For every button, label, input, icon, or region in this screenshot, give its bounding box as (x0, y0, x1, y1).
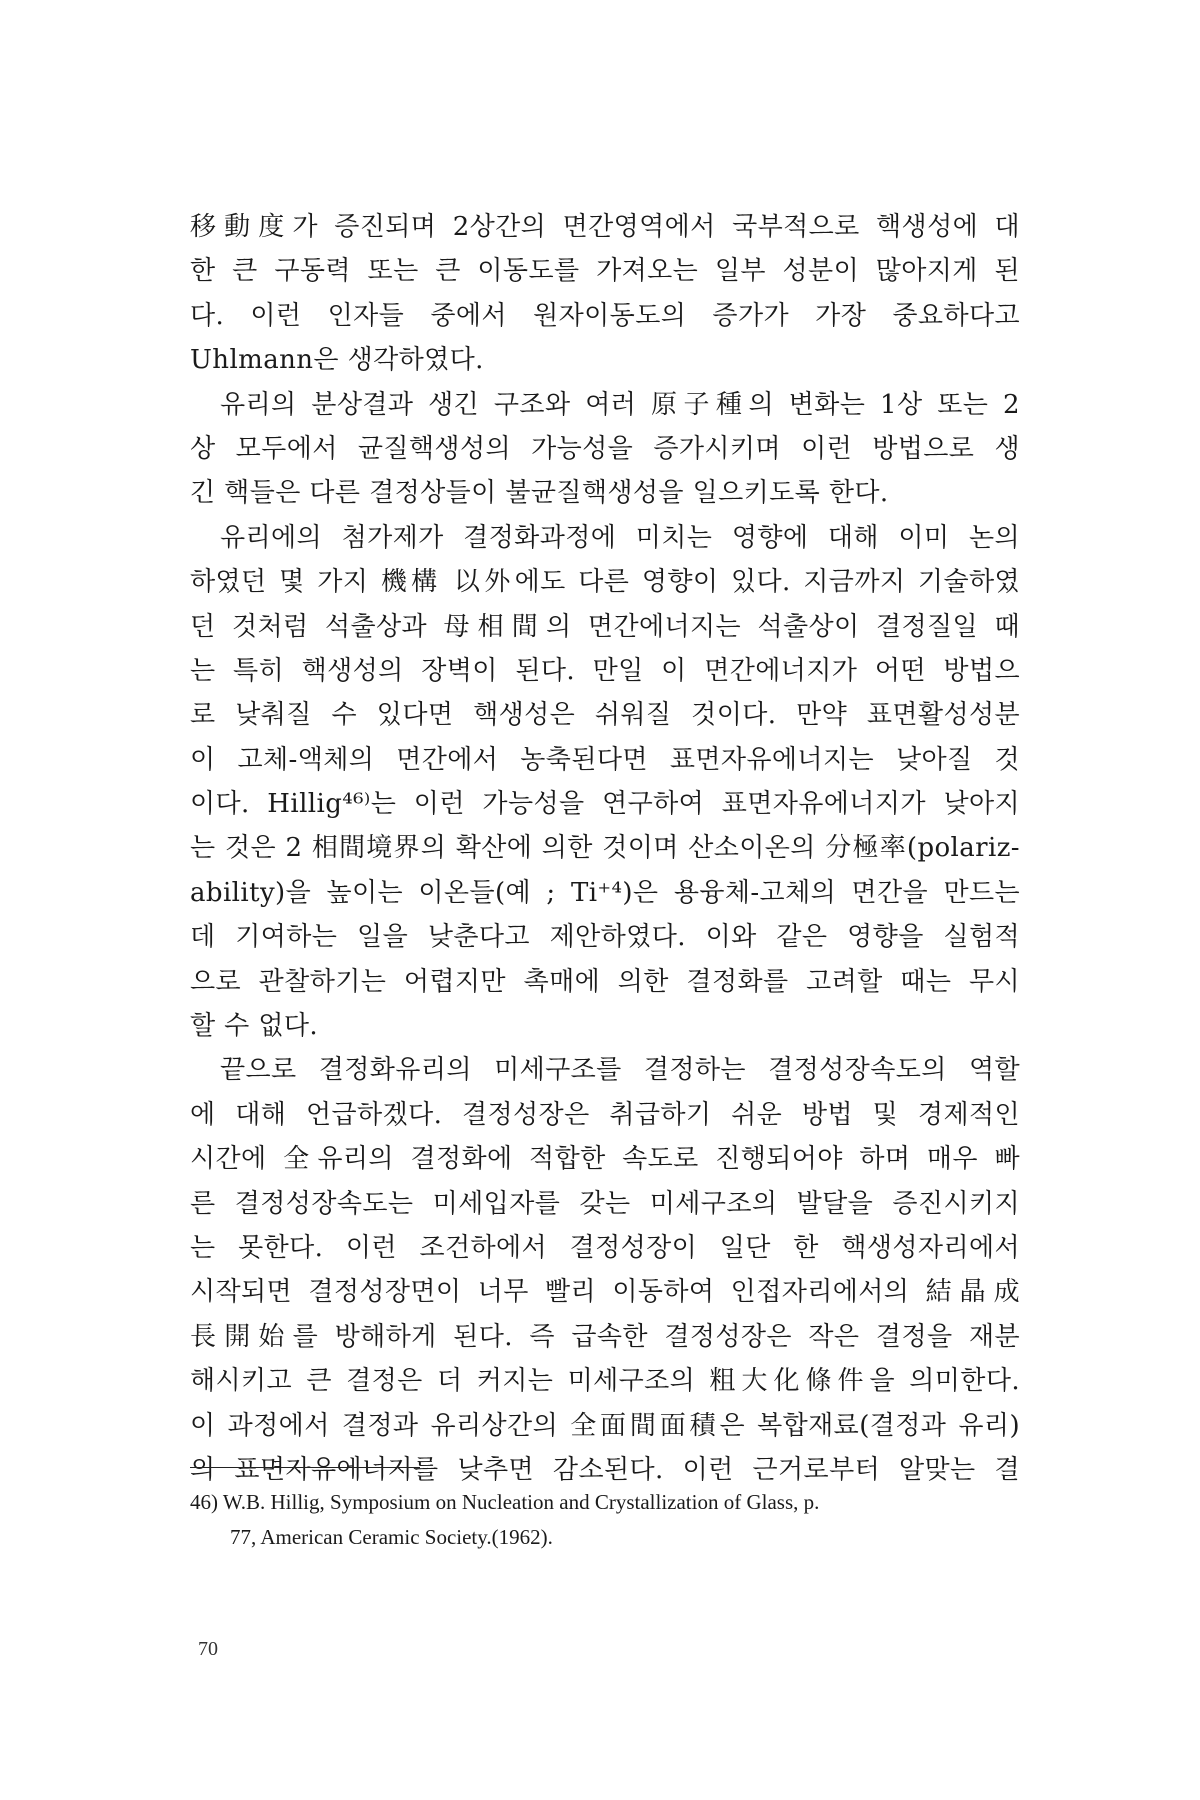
paragraph-2 (190, 383, 1020, 516)
text-line: 移動度가 증진되며 2상간의 면간영역에서 국부적으로 핵생성에 대 (190, 212, 1020, 242)
text-line: 의 표면자유에너지를 낮추면 감소된다. 이런 근거로부터 알맞는 결 (190, 1454, 1020, 1485)
text-line: Uhlmann은 생각하였다. (190, 345, 484, 376)
page-number: 70 (198, 1638, 218, 1660)
text-line: 다. 이런 인자들 중에서 원자이동도의 증가가 가장 중요하다고 (190, 300, 1020, 331)
text-line: ability)을 높이는 이온들(예 ; Ti⁺⁴)은 용융체-고체의 면간을 만드는 (190, 877, 1020, 908)
text-line: 끝으로 결정화유리의 미세구조를 결정하는 결정성장속도의 역할 (220, 1055, 1020, 1086)
text-line: 던 것처럼 석출상과 母相間의 면간에너지는 석출상이 결정질일 때 (190, 611, 1020, 642)
text-line: 에 대해 언급하겠다. 결정성장은 취급하기 쉬운 방법 및 경제적인 (190, 1099, 1020, 1130)
paragraph-4 (190, 1048, 1020, 1492)
text-line: 이다. Hillig⁴⁶⁾는 이런 가능성을 연구하여 표면자유에너지가 낮아지 (190, 789, 1020, 820)
text-line: 유리의 분상결과 생긴 구조와 여러 原子種의 변화는 1상 또는 2 (220, 389, 1020, 420)
paragraph-3 (190, 516, 1020, 1049)
text-line: 할 수 없다. (190, 1011, 319, 1042)
footnote-line: 77, American Ceramic Society.(1962). (230, 1525, 553, 1549)
text-line: 는 특히 핵생성의 장벽이 된다. 만일 이 면간에너지가 어떤 방법으 (190, 655, 1020, 686)
footnote (190, 1485, 1020, 1555)
text-line: 유리에의 첨가제가 결정화과정에 미치는 영향에 대해 이미 논의 (220, 522, 1020, 553)
text-line: 긴 핵들은 다른 결정상들이 불균질핵생성을 일으키도록 한다. (190, 478, 889, 509)
text-line: 로 낮춰질 수 있다면 핵생성은 쉬워질 것이다. 만약 표면활성성분 (190, 700, 1020, 731)
text-line: 상 모두에서 균질핵생성의 가능성을 증가시키며 이런 방법으로 생 (190, 433, 1020, 464)
text-line: 으로 관찰하기는 어렵지만 촉매에 의한 결정화를 고려할 때는 무시 (190, 966, 1020, 997)
paragraph-1 (190, 205, 1020, 383)
text-line: 시간에 全유리의 결정화에 적합한 속도로 진행되어야 하며 매우 빠 (190, 1144, 1020, 1175)
text-line: 데 기여하는 일을 낮춘다고 제안하였다. 이와 같은 영향을 실험적 (190, 922, 1020, 953)
text-line: 해시키고 큰 결정은 더 커지는 미세구조의 粗大化條件을 의미한다. (190, 1366, 1020, 1397)
text-line: 는 것은 2 相間境界의 확산에 의한 것이며 산소이온의 分極率(polariz- (190, 833, 1020, 864)
text-line: 하였던 몇 가지 機構 以外에도 다른 영향이 있다. 지금까지 기술하였 (190, 567, 1020, 598)
body-text (190, 205, 1020, 1492)
text-line: 長開始를 방해하게 된다. 즉 급속한 결정성장은 작은 결정을 재분 (190, 1321, 1020, 1352)
text-line: 이 고체-액체의 면간에서 농축된다면 표면자유에너지는 낮아질 것 (190, 744, 1020, 775)
text-line: 는 못한다. 이런 조건하에서 결정성장이 일단 한 핵생성자리에서 (190, 1232, 1020, 1263)
text-line: 른 결정성장속도는 미세입자를 갖는 미세구조의 발달을 증진시키지 (190, 1188, 1020, 1219)
text-line: 이 과정에서 결정과 유리상간의 全面間面積은 복합재료(결정과 유리) (190, 1410, 1020, 1441)
text-line: 시작되면 결정성장면이 너무 빨리 이동하여 인접자리에서의 結晶成 (190, 1277, 1020, 1308)
footnote-divider (190, 1467, 420, 1468)
text-line: 한 큰 구동력 또는 큰 이동도를 가져오는 일부 성분이 많아지게 된 (190, 256, 1020, 287)
footnote-line: 46) W.B. Hillig, Symposium on Nucleation and Crystallization of Glass, p. (190, 1490, 820, 1514)
